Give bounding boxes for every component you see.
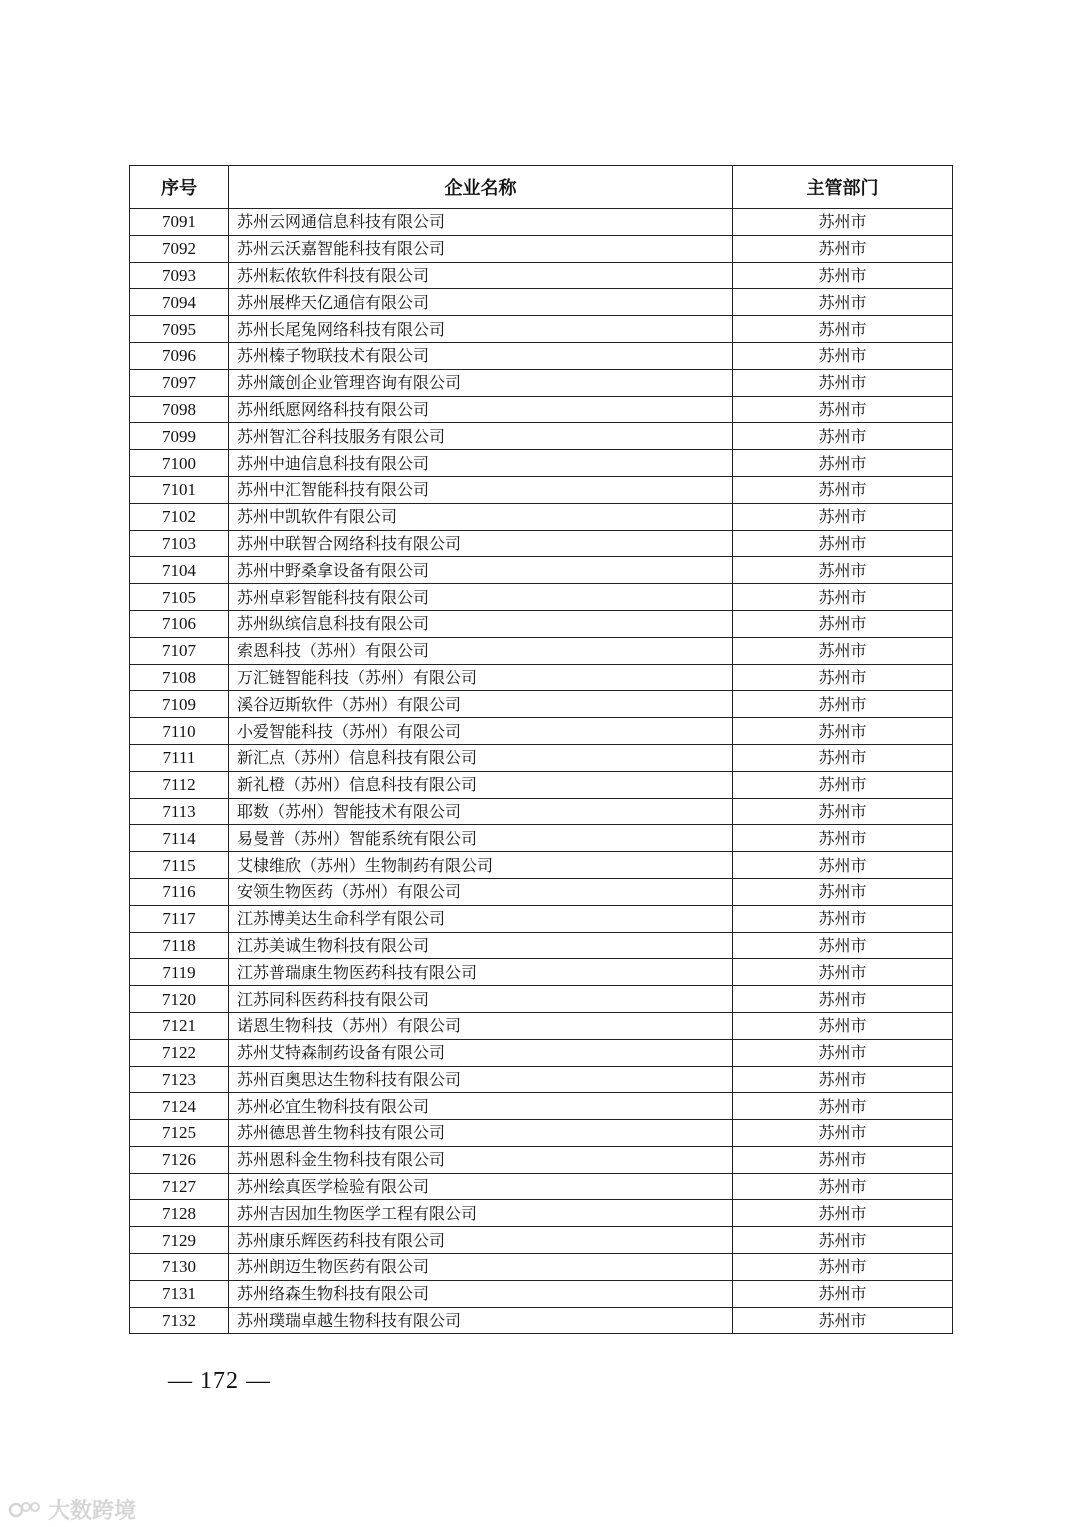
cell-serial-number: 7097 — [130, 369, 229, 396]
page-number: — 172 — — [168, 1368, 271, 1394]
cell-serial-number: 7104 — [130, 557, 229, 584]
cell-serial-number: 7101 — [130, 476, 229, 503]
cell-serial-number: 7121 — [130, 1012, 229, 1039]
table-row — [130, 235, 953, 262]
cell-company-name: 易曼普（苏州）智能系统有限公司 — [229, 825, 733, 852]
watermark-text: 大数跨境 — [48, 1499, 137, 1524]
cell-department: 苏州市 — [733, 610, 953, 637]
table-row — [130, 1039, 953, 1066]
cell-serial-number: 7093 — [130, 262, 229, 289]
table-row — [130, 610, 953, 637]
cell-department: 苏州市 — [733, 852, 953, 879]
cell-company-name: 苏州耘侬软件科技有限公司 — [229, 262, 733, 289]
cell-company-name: 苏州绘真医学检验有限公司 — [229, 1173, 733, 1200]
cell-department: 苏州市 — [733, 1227, 953, 1254]
table-row — [130, 530, 953, 557]
table-row — [130, 1120, 953, 1147]
table-row — [130, 584, 953, 611]
table-row — [130, 1066, 953, 1093]
cell-company-name: 索恩科技（苏州）有限公司 — [229, 637, 733, 664]
cell-company-name: 苏州恩科金生物科技有限公司 — [229, 1146, 733, 1173]
cell-serial-number: 7132 — [130, 1307, 229, 1334]
cell-serial-number: 7113 — [130, 798, 229, 825]
cell-serial-number: 7110 — [130, 718, 229, 745]
cell-serial-number: 7102 — [130, 503, 229, 530]
table-row — [130, 450, 953, 477]
table-row — [130, 1012, 953, 1039]
table-row — [130, 316, 953, 343]
cell-company-name: 苏州箴创企业管理咨询有限公司 — [229, 369, 733, 396]
cell-serial-number: 7116 — [130, 878, 229, 905]
cell-serial-number: 7099 — [130, 423, 229, 450]
cell-company-name: 苏州中迪信息科技有限公司 — [229, 450, 733, 477]
cell-serial-number: 7129 — [130, 1227, 229, 1254]
table-row — [130, 369, 953, 396]
table-row — [130, 959, 953, 986]
cell-department: 苏州市 — [733, 664, 953, 691]
table-row — [130, 1280, 953, 1307]
cell-company-name: 苏州康乐辉医药科技有限公司 — [229, 1227, 733, 1254]
cell-department: 苏州市 — [733, 637, 953, 664]
cell-company-name: 苏州纸愿网络科技有限公司 — [229, 396, 733, 423]
table-row — [130, 798, 953, 825]
table-row — [130, 262, 953, 289]
table-row — [130, 557, 953, 584]
cell-serial-number: 7124 — [130, 1093, 229, 1120]
cell-company-name: 苏州云网通信息科技有限公司 — [229, 209, 733, 236]
cell-department: 苏州市 — [733, 423, 953, 450]
table-row — [130, 1173, 953, 1200]
table-row — [130, 476, 953, 503]
cell-department: 苏州市 — [733, 959, 953, 986]
cell-serial-number: 7118 — [130, 932, 229, 959]
cell-serial-number: 7094 — [130, 289, 229, 316]
company-list-table — [129, 165, 953, 1334]
cell-company-name: 苏州榛子物联技术有限公司 — [229, 342, 733, 369]
cell-company-name: 苏州展桦天亿通信有限公司 — [229, 289, 733, 316]
cell-company-name: 新礼橙（苏州）信息科技有限公司 — [229, 771, 733, 798]
cell-company-name: 苏州中联智合网络科技有限公司 — [229, 530, 733, 557]
cell-company-name: 苏州纵缤信息科技有限公司 — [229, 610, 733, 637]
cell-company-name: 江苏博美达生命科学有限公司 — [229, 905, 733, 932]
cell-company-name: 苏州中野桑拿设备有限公司 — [229, 557, 733, 584]
cell-serial-number: 7109 — [130, 691, 229, 718]
cell-company-name: 耶数（苏州）智能技术有限公司 — [229, 798, 733, 825]
header-department: 主管部门 — [733, 166, 953, 209]
cell-serial-number: 7123 — [130, 1066, 229, 1093]
cell-department: 苏州市 — [733, 878, 953, 905]
cell-department: 苏州市 — [733, 932, 953, 959]
cell-serial-number: 7119 — [130, 959, 229, 986]
cell-serial-number: 7105 — [130, 584, 229, 611]
watermark-logo-icon — [8, 1499, 44, 1521]
table-row — [130, 1200, 953, 1227]
table-row — [130, 1307, 953, 1334]
cell-serial-number: 7122 — [130, 1039, 229, 1066]
table-row — [130, 878, 953, 905]
cell-department: 苏州市 — [733, 1254, 953, 1281]
cell-serial-number: 7114 — [130, 825, 229, 852]
cell-company-name: 苏州璞瑞卓越生物科技有限公司 — [229, 1307, 733, 1334]
cell-company-name: 万汇链智能科技（苏州）有限公司 — [229, 664, 733, 691]
cell-serial-number: 7091 — [130, 209, 229, 236]
cell-serial-number: 7131 — [130, 1280, 229, 1307]
cell-company-name: 苏州朗迈生物医药有限公司 — [229, 1254, 733, 1281]
cell-department: 苏州市 — [733, 584, 953, 611]
table-row — [130, 209, 953, 236]
cell-company-name: 苏州卓彩智能科技有限公司 — [229, 584, 733, 611]
cell-company-name: 苏州德思普生物科技有限公司 — [229, 1120, 733, 1147]
cell-company-name: 苏州必宜生物科技有限公司 — [229, 1093, 733, 1120]
header-company-name: 企业名称 — [229, 166, 733, 209]
cell-serial-number: 7115 — [130, 852, 229, 879]
cell-serial-number: 7098 — [130, 396, 229, 423]
table-row — [130, 905, 953, 932]
table-row — [130, 342, 953, 369]
table-row — [130, 744, 953, 771]
cell-department: 苏州市 — [733, 316, 953, 343]
cell-department: 苏州市 — [733, 691, 953, 718]
company-list-table-container — [129, 165, 952, 1334]
cell-company-name: 苏州智汇谷科技服务有限公司 — [229, 423, 733, 450]
watermark — [8, 1494, 136, 1525]
cell-department: 苏州市 — [733, 235, 953, 262]
table-row — [130, 664, 953, 691]
table-row — [130, 771, 953, 798]
cell-department: 苏州市 — [733, 369, 953, 396]
cell-department: 苏州市 — [733, 557, 953, 584]
cell-serial-number: 7125 — [130, 1120, 229, 1147]
cell-serial-number: 7103 — [130, 530, 229, 557]
cell-department: 苏州市 — [733, 825, 953, 852]
cell-serial-number: 7127 — [130, 1173, 229, 1200]
header-serial-number: 序号 — [130, 166, 229, 209]
table-row — [130, 718, 953, 745]
table-row — [130, 1093, 953, 1120]
table-row — [130, 1146, 953, 1173]
cell-company-name: 苏州百奥思达生物科技有限公司 — [229, 1066, 733, 1093]
cell-department: 苏州市 — [733, 1012, 953, 1039]
cell-department: 苏州市 — [733, 718, 953, 745]
cell-company-name: 安领生物医药（苏州）有限公司 — [229, 878, 733, 905]
cell-department: 苏州市 — [733, 1173, 953, 1200]
cell-department: 苏州市 — [733, 530, 953, 557]
cell-serial-number: 7120 — [130, 986, 229, 1013]
cell-company-name: 新汇点（苏州）信息科技有限公司 — [229, 744, 733, 771]
cell-company-name: 溪谷迈斯软件（苏州）有限公司 — [229, 691, 733, 718]
cell-company-name: 诺恩生物科技（苏州）有限公司 — [229, 1012, 733, 1039]
cell-serial-number: 7112 — [130, 771, 229, 798]
cell-serial-number: 7130 — [130, 1254, 229, 1281]
cell-department: 苏州市 — [733, 771, 953, 798]
cell-company-name: 苏州络森生物科技有限公司 — [229, 1280, 733, 1307]
cell-department: 苏州市 — [733, 1093, 953, 1120]
cell-company-name: 苏州中汇智能科技有限公司 — [229, 476, 733, 503]
table-row — [130, 691, 953, 718]
cell-company-name: 江苏美诚生物科技有限公司 — [229, 932, 733, 959]
table-row — [130, 503, 953, 530]
cell-department: 苏州市 — [733, 798, 953, 825]
cell-department: 苏州市 — [733, 503, 953, 530]
table-row — [130, 1254, 953, 1281]
cell-company-name: 艾棣维欣（苏州）生物制药有限公司 — [229, 852, 733, 879]
cell-department: 苏州市 — [733, 289, 953, 316]
cell-department: 苏州市 — [733, 1200, 953, 1227]
table-row — [130, 289, 953, 316]
cell-serial-number: 7096 — [130, 342, 229, 369]
cell-serial-number: 7107 — [130, 637, 229, 664]
table-row — [130, 852, 953, 879]
cell-company-name: 苏州吉因加生物医学工程有限公司 — [229, 1200, 733, 1227]
table-row — [130, 637, 953, 664]
table-row — [130, 423, 953, 450]
cell-department: 苏州市 — [733, 1066, 953, 1093]
cell-department: 苏州市 — [733, 262, 953, 289]
cell-company-name: 苏州长尾兔网络科技有限公司 — [229, 316, 733, 343]
cell-company-name: 苏州中凯软件有限公司 — [229, 503, 733, 530]
cell-department: 苏州市 — [733, 905, 953, 932]
cell-department: 苏州市 — [733, 1280, 953, 1307]
table-body — [130, 209, 953, 1334]
cell-serial-number: 7092 — [130, 235, 229, 262]
cell-serial-number: 7106 — [130, 610, 229, 637]
cell-department: 苏州市 — [733, 476, 953, 503]
cell-company-name: 江苏普瑞康生物医药科技有限公司 — [229, 959, 733, 986]
cell-company-name: 苏州艾特森制药设备有限公司 — [229, 1039, 733, 1066]
cell-department: 苏州市 — [733, 1120, 953, 1147]
table-header-row — [130, 166, 953, 209]
cell-serial-number: 7128 — [130, 1200, 229, 1227]
table-row — [130, 932, 953, 959]
cell-department: 苏州市 — [733, 744, 953, 771]
cell-company-name: 小爱智能科技（苏州）有限公司 — [229, 718, 733, 745]
cell-serial-number: 7095 — [130, 316, 229, 343]
cell-serial-number: 7111 — [130, 744, 229, 771]
cell-department: 苏州市 — [733, 450, 953, 477]
cell-department: 苏州市 — [733, 986, 953, 1013]
table-row — [130, 825, 953, 852]
cell-department: 苏州市 — [733, 1146, 953, 1173]
cell-department: 苏州市 — [733, 396, 953, 423]
table-row — [130, 986, 953, 1013]
cell-serial-number: 7126 — [130, 1146, 229, 1173]
table-row — [130, 396, 953, 423]
cell-department: 苏州市 — [733, 1039, 953, 1066]
cell-serial-number: 7100 — [130, 450, 229, 477]
table-row — [130, 1227, 953, 1254]
cell-company-name: 苏州云沃嘉智能科技有限公司 — [229, 235, 733, 262]
cell-department: 苏州市 — [733, 342, 953, 369]
cell-department: 苏州市 — [733, 1307, 953, 1334]
cell-serial-number: 7108 — [130, 664, 229, 691]
cell-company-name: 江苏同科医药科技有限公司 — [229, 986, 733, 1013]
cell-serial-number: 7117 — [130, 905, 229, 932]
cell-department: 苏州市 — [733, 209, 953, 236]
